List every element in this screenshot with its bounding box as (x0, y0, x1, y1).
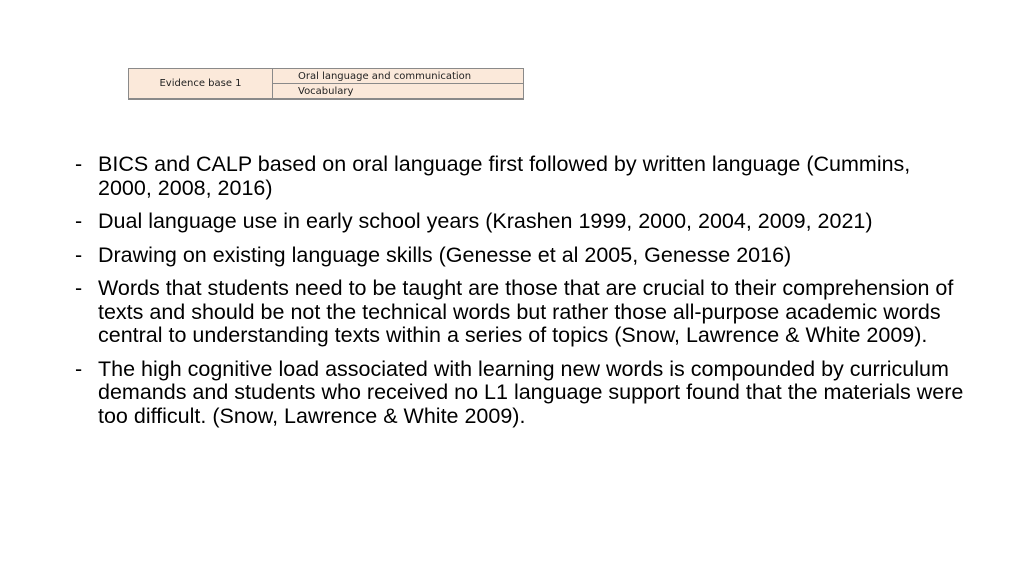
bullet-item-cognitive-load (75, 358, 965, 429)
bullet-dash: - (75, 356, 83, 381)
bullet-text: Dual language use in early school years (Krashen 1999, 2000, 2004, 2009, 2021) (98, 209, 873, 233)
bullet-text: Drawing on existing language skills (Genesse et al 2005, Genesse 2016) (98, 242, 792, 267)
evidence-item-vocabulary: Vocabulary (273, 83, 523, 98)
bullet-text: Words that students need to be taught are those that are crucial to their comprehension of texts and should be not the technical words but rather those all-purpose academic words central to understanding texts within a series of topics (Snow, Lawrence & White 2009). (98, 276, 954, 347)
bullet-list (75, 153, 965, 438)
evidence-items (273, 69, 523, 98)
bullet-item-dual-language (75, 210, 965, 234)
bullet-dash: - (75, 209, 83, 233)
evidence-base-table (128, 68, 524, 100)
evidence-base-label: Evidence base 1 (129, 69, 273, 98)
bullet-dash: - (75, 276, 83, 300)
bullet-text: The high cognitive load associated with learning new words is compounded by curriculum demands and students who received no L1 language support found that the materials were too difficult. (Snow, Lawrence & White 2009). (98, 356, 964, 428)
bullet-dash: - (75, 152, 83, 176)
bullet-item-existing-skills (75, 244, 965, 268)
bullet-item-words-taught (75, 277, 965, 348)
bullet-text: BICS and CALP based on oral language first followed by written language (Cummins, 2000, 2008, 2016) (98, 152, 911, 200)
bullet-dash: - (75, 242, 83, 267)
bullet-item-bics-calp (75, 153, 965, 200)
evidence-item-oral-language: Oral language and communication (298, 70, 472, 82)
